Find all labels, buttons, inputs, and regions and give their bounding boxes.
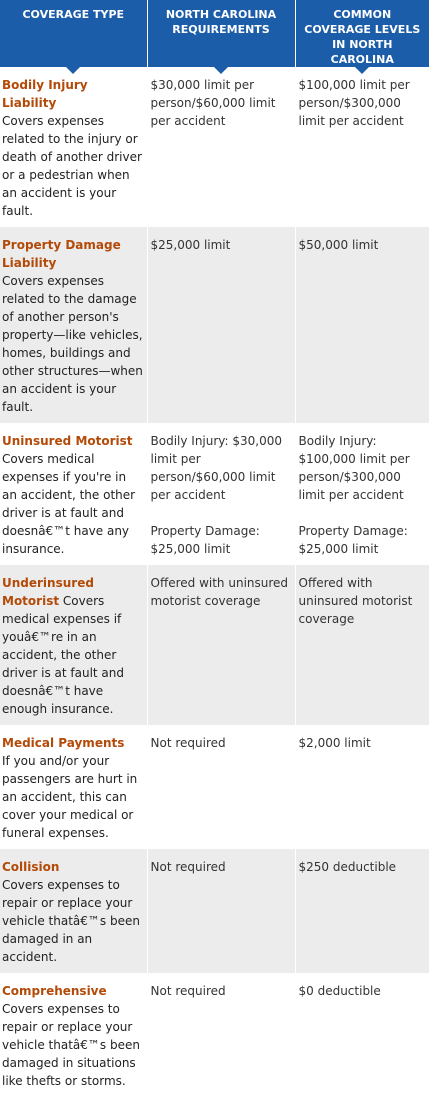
- coverage-name: Collision: [2, 860, 60, 874]
- common-level-cell: [295, 849, 429, 973]
- coverage-description: Covers expenses related to the injury or death of another driver or a pedestrian when an accident is your fault.: [2, 114, 142, 218]
- table-row: [0, 565, 429, 725]
- coverage-type-cell: [0, 973, 147, 1097]
- coverage-name: Bodily Injury Liability: [2, 78, 88, 110]
- common-level-value: Offered with uninsured motorist coverage: [298, 576, 413, 626]
- coverage-name: Comprehensive: [2, 984, 107, 998]
- header-label: NORTH CAROLINA REQUIREMENTS: [165, 8, 277, 36]
- table-row: [0, 725, 429, 849]
- common-level-value: $250 deductible: [298, 860, 397, 874]
- coverage-type-cell: [0, 565, 147, 725]
- coverage-description: Covers expenses to repair or replace your vehicle thatâ€™s been damaged in situations like thefts or storms.: [2, 1002, 140, 1088]
- nc-requirement-property-damage: Property Damage: $25,000 limit: [150, 524, 260, 556]
- table-row: [0, 973, 429, 1097]
- table-header: [0, 0, 429, 67]
- nc-requirement-value: $30,000 limit per person/$60,000 limit per accident: [150, 78, 276, 128]
- nc-requirement-cell: [147, 973, 295, 1097]
- common-level-bodily-injury: Bodily Injury: $100,000 limit per person/$300,000 limit per accident: [298, 434, 410, 502]
- coverage-type-cell: [0, 227, 147, 423]
- common-level-cell: [295, 725, 429, 849]
- coverage-name: Medical Payments: [2, 736, 125, 750]
- header-row: [0, 0, 429, 67]
- nc-requirement-value: Offered with uninsured motorist coverage: [150, 576, 289, 608]
- nc-requirement-value: Not required: [150, 860, 226, 874]
- nc-requirement-value: Not required: [150, 984, 226, 998]
- table-row: [0, 227, 429, 423]
- nc-requirement-cell: [147, 849, 295, 973]
- header-label: COMMON COVERAGE LEVELS IN NORTH CAROLINA: [304, 8, 421, 66]
- common-level-value: $50,000 limit: [298, 238, 379, 252]
- coverage-description: Covers expenses related to the damage of another person's property—like vehicles, homes, buildings and other structures—when an accident is your fault.: [2, 274, 143, 414]
- common-level-cell: [295, 227, 429, 423]
- coverage-type-cell: [0, 67, 147, 227]
- common-level-cell: [295, 565, 429, 725]
- coverage-type-cell: [0, 849, 147, 973]
- nc-requirement-cell: [147, 67, 295, 227]
- common-level-cell: [295, 423, 429, 565]
- coverage-name: Underinsured Motorist: [2, 576, 94, 608]
- common-level-value: $0 deductible: [298, 984, 381, 998]
- nc-requirement-cell: [147, 565, 295, 725]
- header-arrow-icon: [213, 66, 229, 74]
- common-level-property-damage: Property Damage: $25,000 limit: [298, 524, 408, 556]
- nc-requirement-cell: [147, 423, 295, 565]
- table-row: [0, 67, 429, 227]
- table-body: [0, 67, 429, 1097]
- common-level-cell: [295, 67, 429, 227]
- common-level-value: $100,000 limit per person/$300,000 limit per accident: [298, 78, 410, 128]
- table-row: [0, 849, 429, 973]
- coverage-type-cell: [0, 725, 147, 849]
- nc-requirement-value: Not required: [150, 736, 226, 750]
- coverage-description: Covers medical expenses if you're in an accident, the other driver is at fault and doesnâ€™t have any insurance.: [2, 452, 136, 556]
- coverage-name: Property Damage Liability: [2, 238, 121, 270]
- nc-requirement-bodily-injury: Bodily Injury: $30,000 limit per person/$60,000 limit per accident: [150, 434, 283, 502]
- header-common-levels: [295, 0, 429, 67]
- header-nc-requirements: [147, 0, 295, 67]
- nc-requirement-cell: [147, 725, 295, 849]
- header-coverage-type: [0, 0, 147, 67]
- header-label: COVERAGE TYPE: [22, 8, 125, 21]
- common-level-cell: [295, 973, 429, 1097]
- nc-requirement-cell: [147, 227, 295, 423]
- nc-requirement-value: $25,000 limit: [150, 238, 231, 252]
- coverage-name: Uninsured Motorist: [2, 434, 133, 448]
- table-row: [0, 423, 429, 565]
- coverage-description: Covers medical expenses if youâ€™re in an accident, the other driver is at fault and doesnâ€™t have enough insurance.: [2, 594, 125, 716]
- common-level-value: $2,000 limit: [298, 736, 371, 750]
- coverage-description: Covers expenses to repair or replace your vehicle thatâ€™s been damaged in an accident.: [2, 878, 140, 964]
- header-arrow-icon: [65, 66, 81, 74]
- coverage-description: If you and/or your passengers are hurt in an accident, this can cover your medical or funeral expenses.: [2, 754, 138, 840]
- coverage-type-cell: [0, 423, 147, 565]
- header-arrow-icon: [354, 66, 370, 74]
